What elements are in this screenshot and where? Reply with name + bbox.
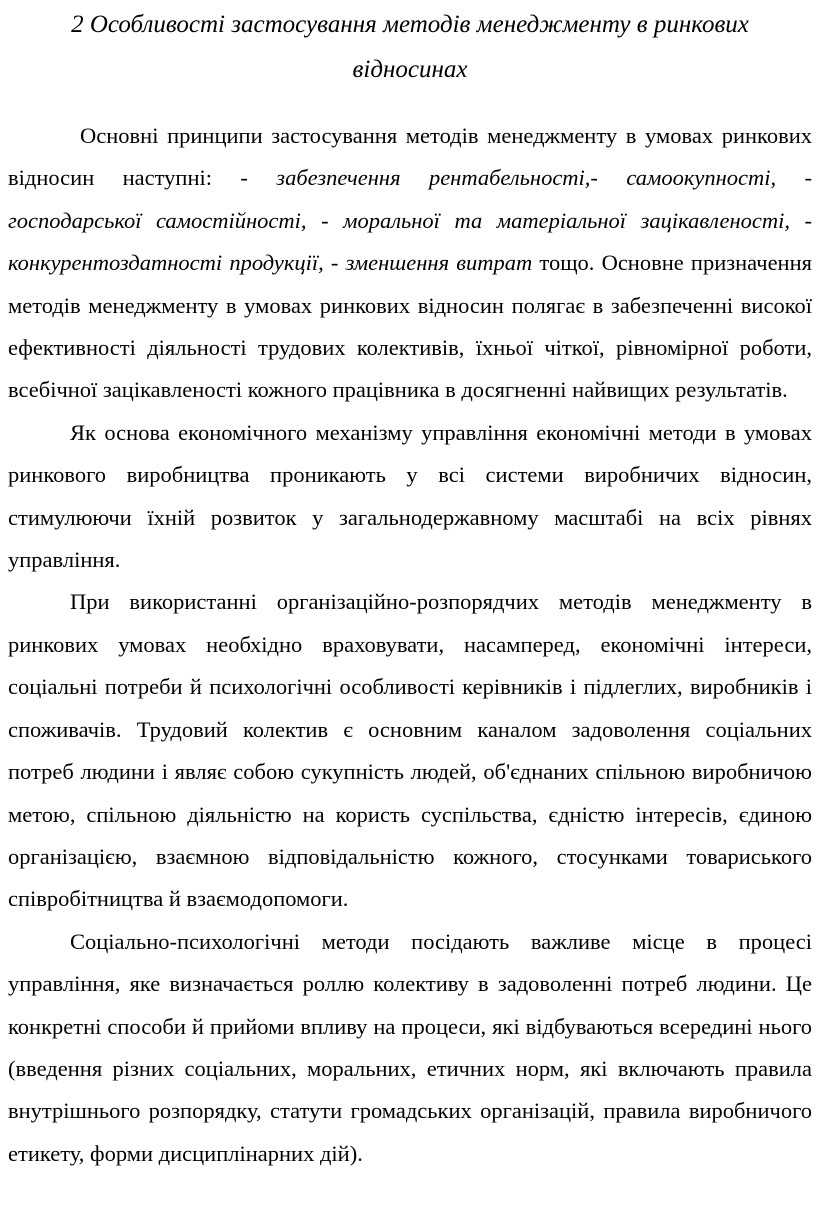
section-heading-line1: 2 Особливості застосування методів менеджменту в ринкових	[71, 11, 749, 38]
principles-italic-2: конкурентоздатності продукції,	[8, 250, 324, 276]
paragraph-social-psychological-methods: Соціально-психологічні методи посідають важливе місце в процесі управління, яке визначається роллю колективу в задоволенні потреб людини. Це конкретні способи й прийоми впливу на процеси, які відбуваються всередині нього (введення різних соціальних, моральних, етичних норм, які включають правила внутрішнього розпорядку, статути громадських організацій, правила виробничого етикету, форми дисциплінарних дій).	[8, 928, 812, 1166]
principles-text-4: тощо. Основне призначення методів менеджменту в умовах ринкових відносин полягає в забезпеченні високої ефективності діяльності трудових колективів, їхньої чіткої, рівномірної роботи, всебічної зацікавленості кожного працівника в досягненні найвищих результатів.	[8, 250, 812, 403]
paragraph-economic-methods: Як основа економічного механізму управління економічні методи в умовах ринкового виробництва проникають у всі системи виробничих відносин, стимулюючи їхній розвиток у загальнодержавному масштабі на всіх рівнях управління.	[8, 419, 812, 573]
principles-italic-1: забезпечення рентабельності,- самоокупності, - господарської самостійності, - моральної та матеріальної зацікавленості,	[8, 165, 812, 233]
principles-italic-3: зменшення витрат	[345, 250, 533, 276]
document-page	[8, 0, 812, 1175]
section-heading	[8, 0, 812, 92]
paragraph-principles	[8, 115, 812, 412]
section-heading-line2: відносинах	[352, 56, 468, 83]
principles-text-2: -	[789, 207, 813, 233]
principles-text-3: -	[323, 250, 346, 276]
principles-text-1: Основні принципи застосування методів менеджменту в умовах ринкових відносин наступні: -	[8, 123, 812, 191]
paragraph-organizational-methods: При використанні організаційно-розпорядчих методів менеджменту в ринкових умовах необхідно враховувати, насамперед, економічні інтереси, соціальні потреби й психологічні особливості керівників і підлеглих, виробників і споживачів. Трудовий колектив є основним каналом задоволення соціальних потреб людини і являє собою сукупність людей, об'єднаних спільною виробничою метою, спільною діяльністю на користь суспільства, єдністю інтересів, єдиною організацією, взаємною відповідальністю кожного, стосунками товариського співробітництва й взаємодопомоги.	[8, 589, 812, 912]
